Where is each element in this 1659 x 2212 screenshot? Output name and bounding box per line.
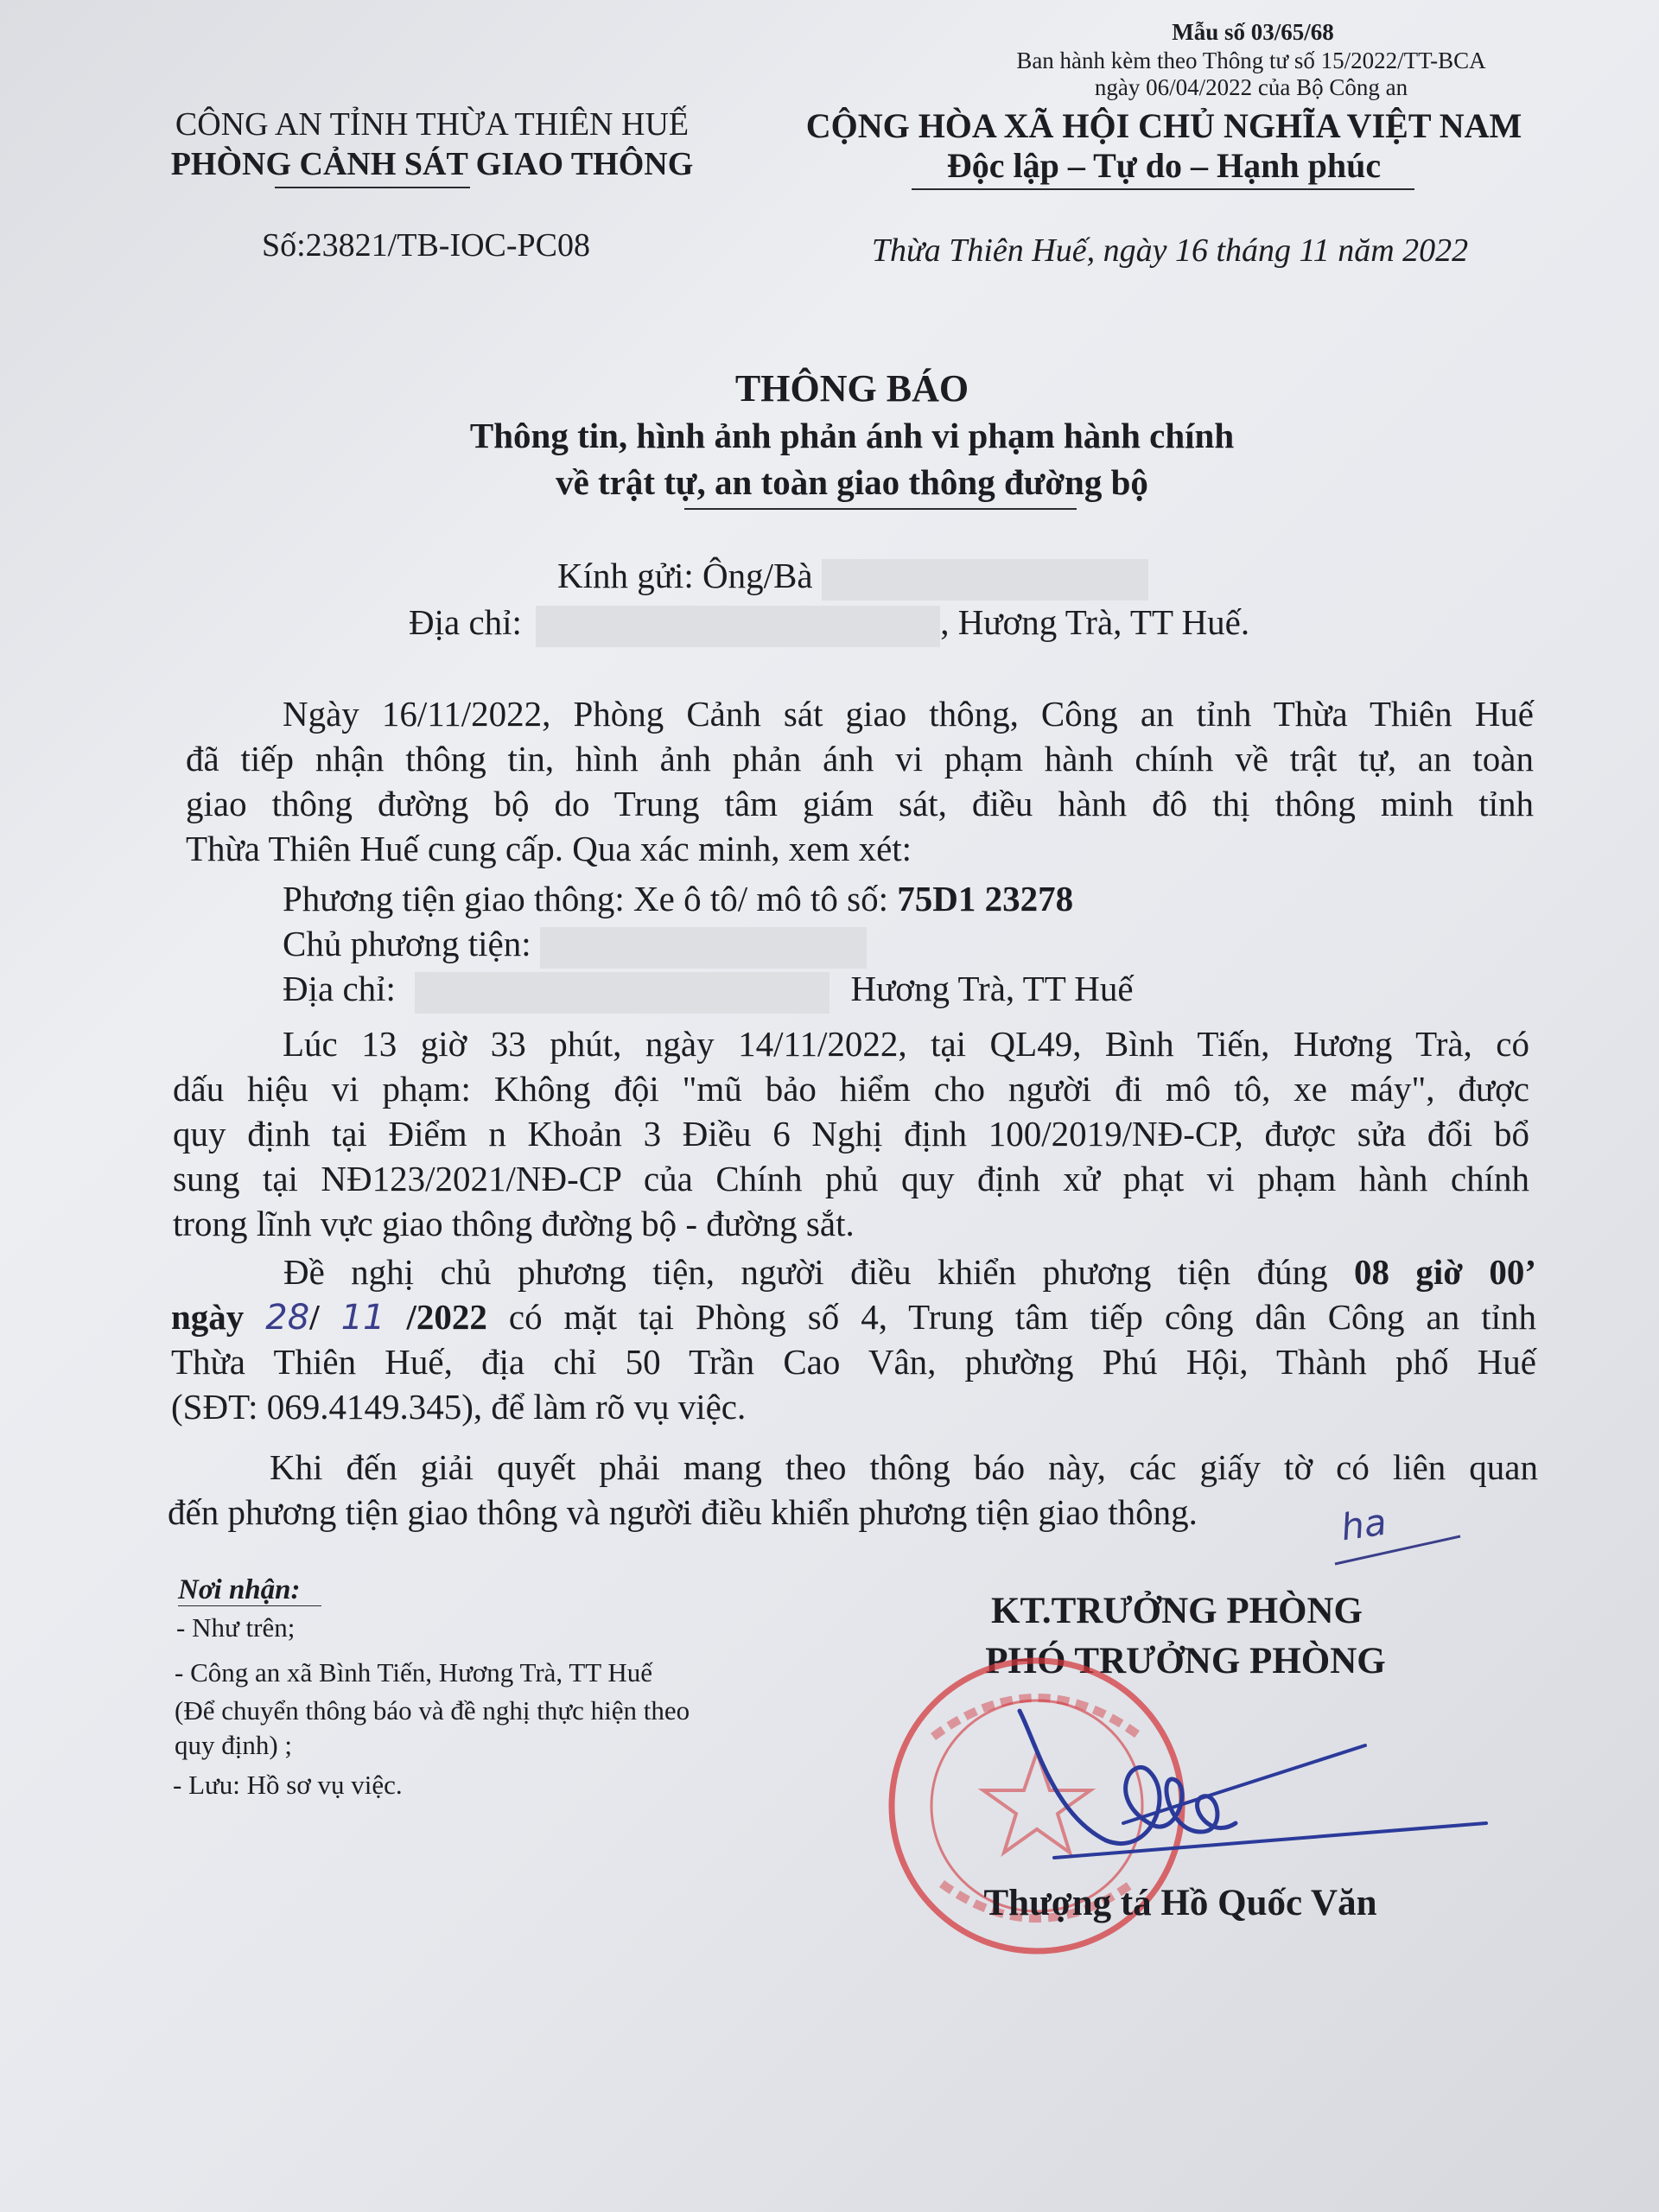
signature-title2: PHÓ TRƯỞNG PHÒNG [985,1641,1386,1681]
greeting-label: Kính gửi: Ông/Bà [557,556,813,595]
redacted-owner-address [415,972,830,1014]
redacted-owner [540,927,867,969]
greeting-line [557,555,1148,601]
recipient-item: (Để chuyển thông báo và đề nghị thực hiện theo [175,1695,690,1726]
recipient-item: - Công an xã Bình Tiến, Hương Trà, TT Huế [175,1657,653,1688]
recipient-item: - Lưu: Hồ sơ vụ việc. [173,1770,403,1800]
vehicle-line [283,878,1073,919]
owner-label: Chủ phương tiện: [283,924,531,963]
paragraph-violation [173,1021,1529,1246]
owner-address-line [283,968,1134,1014]
p2-line: Lúc 13 giờ 33 phút, ngày 14/11/2022, tại QL49, Bình Tiến, Hương Trà, có [283,1024,1529,1064]
recipient-item: quy định) ; [175,1730,293,1760]
issuer-line1: CÔNG AN TỈNH THỪA THIÊN HUẾ [175,106,690,143]
p3-line [171,1294,1536,1339]
issuer-line2: PHÒNG CẢNH SÁT GIAO THÔNG [170,146,694,182]
p1-line: giao thông đường bộ do Trung tâm giám sát, điều hành đô thị thông minh tỉnh [186,784,1534,823]
recipients-heading: Nơi nhận: [178,1574,301,1605]
p1-line: Thừa Thiên Huế cung cấp. Qua xác minh, xem xét: [186,829,912,868]
p1-line: Ngày 16/11/2022, Phòng Cảnh sát giao thông, Công an tỉnh Thừa Thiên Huế [283,694,1534,734]
p3-line2-rest: có mặt tại Phòng số 4, Trung tâm tiếp công dân Công an tỉnh [486,1297,1536,1337]
title-sub-line2: về trật tự, an toàn giao thông đường bộ [556,462,1148,502]
form-issued-line2: ngày 06/04/2022 của Bộ Công an [1094,74,1408,100]
paragraph-receipt [186,691,1534,871]
handwritten-month: 11 [340,1298,385,1338]
handwritten-initials: ha [1338,1500,1389,1549]
p3-line [171,1249,1536,1294]
motto-underline [912,188,1414,190]
p2-line: quy định tại Điểm n Khoản 3 Điều 6 Nghị định 100/2019/NĐ-CP, được sửa đổi bổ [173,1114,1529,1154]
p2-line: dấu hiệu vi phạm: Không đội "mũ bảo hiểm cho người đi mô tô, xe máy", được [173,1069,1529,1109]
issuer-underline [275,187,470,188]
owner-address-suffix: Hương Trà, TT Huế [850,969,1134,1008]
p3-line1-text: Đề nghị chủ phương tiện, người điều khiển phương tiện đúng [283,1252,1354,1292]
signer-name: Thượng tá Hồ Quốc Văn [983,1883,1377,1923]
handwritten-signature [1002,1694,1495,1884]
appointment-year: /2022 [406,1297,487,1337]
recipients-underline [178,1605,321,1606]
p4-line: Khi đến giải quyết phải mang theo thông báo này, các giấy tờ có liên quan [270,1447,1538,1487]
form-issued-line1: Ban hành kèm theo Thông tư số 15/2022/TT-BCA [1016,48,1486,73]
p3-ngay: ngày [171,1297,245,1337]
p3-line: Thừa Thiên Huế, địa chỉ 50 Trần Cao Vân, phường Phú Hội, Thành phố Huế [171,1342,1536,1382]
address-suffix: , Hương Trà, TT Huế. [940,602,1250,642]
p3-line: (SĐT: 069.4149.345), để làm rõ vụ việc. [171,1387,747,1427]
vehicle-label: Phương tiện giao thông: Xe ô tô/ mô tô số: [283,879,898,918]
form-number: Mẫu số 03/65/68 [1172,19,1334,45]
redacted-address [536,606,940,647]
document-title: THÔNG BÁO [734,367,969,410]
title-sub-line1: Thông tin, hình ảnh phản ánh vi phạm hành chính [469,416,1235,455]
redacted-name [822,559,1148,601]
handwritten-day: 28 [265,1298,310,1338]
signature-title1: KT.TRƯỞNG PHÒNG [991,1591,1363,1631]
nation-motto: Độc lập – Tự do – Hạnh phúc [946,146,1382,185]
paragraph-summons [171,1249,1536,1429]
owner-line [283,923,867,969]
recipient-address-line [409,601,1249,647]
p2-line: sung tại NĐ123/2021/NĐ-CP của Chính phủ quy định xử phạt vi phạm hành chính [173,1159,1529,1198]
place-date: Thừa Thiên Huế, ngày 16 tháng 11 năm 2022 [871,232,1469,269]
nation-name: CỘNG HÒA XÃ HỘI CHỦ NGHĨA VIỆT NAM [805,106,1522,145]
p3-slash: / [309,1297,320,1337]
initials-stroke [1331,1529,1469,1573]
vehicle-plate: 75D1 23278 [897,879,1074,918]
address-label: Địa chỉ: [409,602,522,642]
document-number: Số:23821/TB-IOC-PC08 [261,227,591,264]
p2-line: trong lĩnh vực giao thông đường bộ - đường sắt. [173,1204,855,1243]
title-underline [684,508,1077,510]
owner-address-label: Địa chỉ: [283,969,396,1008]
p1-line: đã tiếp nhận thông tin, hình ảnh phản ánh vi phạm hành chính về trật tự, an toàn [186,739,1534,779]
paragraph-instructions [168,1445,1538,1535]
recipient-item: - Như trên; [176,1612,296,1643]
p4-line: đến phương tiện giao thông và người điều khiển phương tiện giao thông. [168,1492,1198,1532]
appointment-time: 08 giờ 00’ [1354,1252,1536,1292]
